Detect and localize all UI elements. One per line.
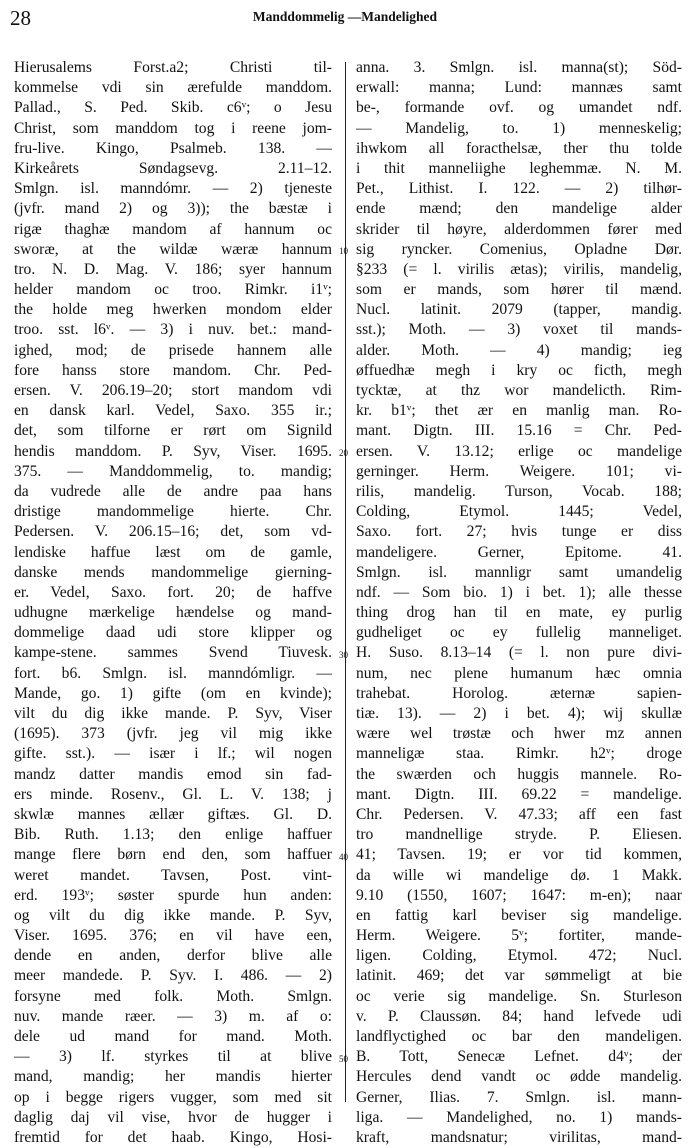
text-line: ers minde. Rosenv., Gl. L. V. 138; j — [14, 785, 332, 803]
text-line: udhugne mærkelige hændelse og mand- — [14, 604, 332, 622]
text-line: da vudrede alle de andre paa hans — [14, 482, 332, 500]
text-line: tiæ. 13). — 2) i bet. 4); wij skullæ — [356, 705, 682, 722]
text-line: dende en anden, derfor blive alle — [14, 947, 332, 965]
text-line: nuv. mande ræer. — 3) m. af o: — [14, 1007, 332, 1025]
text-line: Bib. Ruth. 1.13; den enlige haffuer — [14, 826, 332, 844]
text-line: fru-live. Kingo, Psalmeb. 138. — — [14, 139, 332, 157]
text-line: forsyne med folk. Moth. Smlgn. — [14, 987, 332, 1005]
text-line: det, som tilforne er rørt om Signild — [14, 422, 332, 440]
line-number: 30 — [339, 649, 348, 660]
text-line: tro. N. D. Mag. V. 186; syer hannum — [14, 260, 332, 278]
text-line: gudheliget oc ey fullelig manneliget. — [356, 624, 682, 642]
text-line: rigæ thaghæ mandom af hannum oc — [14, 220, 332, 238]
text-line: mant. Digtn. III. 15.16 = Chr. Ped- — [356, 422, 682, 440]
text-line: ighed, mod; de prisede hannem alle — [14, 341, 332, 359]
text-line: latinit. 469; det var sømmeligt at bie — [356, 967, 682, 985]
text-line: ihwkom all foracthelsæ, ther thu tolde — [356, 139, 682, 157]
text-line: gifte. sst.). — især i lf.; wil nogen — [14, 745, 332, 763]
text-line: da wille wi mandelige dø. 1 Makk. — [356, 866, 682, 884]
text-line: helder mandom oc troo. Rimkr. i1ᵛ; — [14, 281, 332, 299]
text-line: wære wel trøstæ och hwer mz annen — [356, 725, 682, 743]
text-line: fort. b6. Smlgn. isl. manndómligr. — — [14, 664, 332, 682]
text-line: Viser. 1695. 376; en vil have een, — [14, 927, 332, 945]
text-line: ende mænd; den mandelige alder — [356, 200, 682, 218]
running-head: Manddommelig —Mandelighed — [252, 9, 438, 24]
text-line: tro mandnellige stryde. P. Eliesen. — [356, 826, 682, 844]
text-line: — 3) lf. styrkes til at blive — [14, 1048, 332, 1066]
text-line: og vilt du dig ikke mande. P. Syv, — [14, 906, 332, 924]
line-number: 10 — [339, 245, 348, 256]
text-line: Chr. Pedersen. V. 47.33; aff een fast — [356, 805, 682, 823]
text-line: trahebat. Horolog. æternæ sapien- — [356, 684, 682, 702]
text-line: Pallad., S. Ped. Skib. c6ᵛ; o Jesu — [14, 99, 332, 117]
text-line: liga. — Mandelighed, no. 1) mands- — [356, 1108, 682, 1126]
text-line: en fattig karl beviser sig mandelige. — [356, 906, 682, 924]
text-line: 9.10 (1550, 1607; 1647: m-en); naar — [356, 886, 682, 904]
text-line: thing drog han til en mate, ey purlig — [356, 604, 682, 622]
text-line: — Mandelig, to. 1) menneskelig; — [356, 119, 682, 137]
text-line: 41; Tavsen. 19; er vor tid kommen, — [356, 846, 682, 864]
text-line: num, nec plene humanum hæc omnia — [356, 664, 682, 682]
text-line: Hercules dend vandt oc ødde mandelig. — [356, 1068, 682, 1086]
text-line: hendis manddom. P. Syv, Viser. 1695. — [14, 442, 332, 460]
text-line: sworæ, at the wildæ wæræ hannum — [14, 240, 332, 258]
text-line: alder. Moth. — 4) mandig; ieg — [356, 341, 682, 359]
text-line: mand, mandig; her mandis hierter — [14, 1068, 332, 1086]
text-line: rilis, mandelig. Turson, Vocab. 188; — [356, 482, 682, 500]
text-line: the holde meg hwerken mondom elder — [14, 301, 332, 319]
text-line: kr. b1ᵛ; thet ær en manlig man. Ro- — [356, 402, 682, 420]
text-line: mange flere børn end den, som haffuer — [14, 846, 332, 864]
text-line: anna. 3. Smlgn. isl. manna(st); Söd- — [356, 59, 682, 76]
left-column — [14, 58, 332, 1148]
text-line: fore hanss store mandom. Chr. Ped- — [14, 361, 332, 379]
text-line: op i begge rigers vugger, som med sit — [14, 1088, 332, 1106]
text-line: mant. Digtn. III. 69.22 = mandelige. — [356, 785, 682, 803]
text-line: Saxo. fort. 27; hvis tunge er diss — [356, 523, 682, 541]
line-number: 50 — [339, 1053, 348, 1064]
text-line: daglig daj vil vise, hvor de hugger i — [14, 1108, 332, 1126]
text-line: kampe-stene. sammes Svend Tiuvesk. — [14, 644, 332, 662]
right-column — [356, 58, 682, 1148]
text-line: skwlæ mannes ællær giftæs. Gl. D. — [14, 805, 332, 823]
text-line: mandz datter mandis emod sin fad- — [14, 765, 332, 783]
text-line: Smlgn. isl. manndómr. — 2) tjeneste — [14, 180, 332, 198]
text-line: dommelige daad udi store klipper og — [14, 624, 332, 642]
text-line: v. P. Claussøn. 84; hand lefvede udi — [356, 1007, 682, 1025]
text-line: be-, formande ovf. og umandet ndf. — [356, 99, 682, 117]
text-line: the swærden och huggis mannele. Ro- — [356, 765, 682, 783]
text-line: B. Tott, Senecæ Lefnet. d4ᵛ; der — [356, 1048, 682, 1066]
text-line: (1695). 373 (jvfr. jeg vil mig ikke — [14, 725, 332, 743]
text-line: Smlgn. isl. mannligr samt umandelig — [356, 563, 682, 581]
text-line: landflyctighed oc bar den mandeligen. — [356, 1028, 682, 1045]
text-line: øffuedhæ megh i kry oc ficth, megh — [356, 361, 682, 379]
line-number: 20 — [339, 447, 348, 458]
text-line: danske mends mandommelige gierning- — [14, 563, 332, 581]
text-line: tycktæ, at thz wor mandelicth. Rim- — [356, 382, 682, 399]
text-line: troo. sst. l6ᵛ. — 3) i nuv. bet.: mand- — [14, 321, 332, 339]
text-line: meer mandede. P. Syv. I. 486. — 2) — [14, 967, 332, 985]
text-line: (jvfr. mand 2) og 3)); the bæstæ i — [14, 200, 332, 218]
text-line: ersen. V. 13.12; erlige oc mandelige — [356, 442, 682, 460]
text-line: lendiske haffue læst om de gamle, — [14, 543, 332, 561]
text-line: Hierusalems Forst.a2; Christi til- — [14, 59, 332, 76]
text-line: erd. 193ᵛ; søster spurde hun anden: — [14, 886, 332, 904]
text-line: gerninger. Herm. Weigere. 101; vi- — [356, 462, 682, 480]
text-line: sig ryncker. Comenius, Opladne Dør. — [356, 240, 682, 258]
text-line: kraft, mandsnatur; virilitas, mand- — [356, 1128, 682, 1146]
text-line: Mande, go. 1) gifte (om en kvinde); — [14, 684, 332, 702]
text-line: Nucl. latinit. 2079 (tapper, mandig. — [356, 301, 682, 319]
text-line: §233 (= l. virilis ætas); virilis, mandelig, — [356, 260, 682, 278]
text-line: en dansk karl. Vedel, Saxo. 355 ir.; — [14, 402, 332, 420]
text-line: Colding, Etymol. 1445; Vedel, — [356, 503, 682, 521]
text-line: mandeligere. Gerner, Epitome. 41. — [356, 543, 682, 561]
text-line: manneligæ staa. Rimkr. h2ᵛ; droge — [356, 745, 682, 763]
line-number: 40 — [339, 851, 348, 862]
text-line: vilt du dig ikke mande. P. Syv, Viser — [14, 705, 332, 722]
text-line: sst.); Moth. — 3) voxet til mands- — [356, 321, 682, 339]
text-line: ndf. — Som bio. 1) i bet. 1); alle thesse — [356, 583, 682, 601]
text-line: Gerner, Ilias. 7. Smlgn. isl. mann- — [356, 1088, 682, 1106]
text-line: dristige mandommelige hierte. Chr. — [14, 503, 332, 521]
text-line: ersen. V. 206.19–20; stort mandom vdi — [14, 382, 332, 399]
text-line: ligen. Colding, Etymol. 472; Nucl. — [356, 947, 682, 965]
text-line: H. Suso. 8.13–14 (= l. non pure divi- — [356, 644, 682, 662]
text-line: oc verie sig mandelige. Sn. Sturleson — [356, 987, 682, 1005]
text-line: er. Vedel, Saxo. fort. 20; de haffve — [14, 583, 332, 601]
text-line: Pedersen. V. 206.15–16; det, som vd- — [14, 523, 332, 541]
text-line: dele ud mand for mand. Moth. — [14, 1028, 332, 1045]
text-line: Christ, som manddom tog i reene jom- — [14, 119, 332, 137]
text-line: fremtid for det haab. Kingo, Hosi- — [14, 1128, 332, 1146]
text-line: erwall: manna; Lund: mannæs samt — [356, 79, 682, 97]
text-line: skrider til høyre, alderdommen fører med — [356, 220, 682, 238]
column-divider — [345, 62, 346, 1102]
text-line: Pet., Lithist. I. 122. — 2) tilhør- — [356, 180, 682, 198]
text-line: Herm. Weigere. 5ᵛ; fortiter, mande- — [356, 927, 682, 945]
text-line: Kirkeårets Søndagsevg. 2.11–12. — [14, 159, 332, 177]
text-line: kommelse vdi sin ærefulde manddom. — [14, 79, 332, 97]
text-line: 375. — Manddommelig, to. mandig; — [14, 462, 332, 480]
text-line: weret mandet. Tavsen, Post. vint- — [14, 866, 332, 884]
text-line: i thit manneliighe leghemmæ. N. M. — [356, 159, 682, 177]
page-number: 28 — [10, 6, 31, 30]
text-line: som er mands, som hører til mænd. — [356, 281, 682, 299]
